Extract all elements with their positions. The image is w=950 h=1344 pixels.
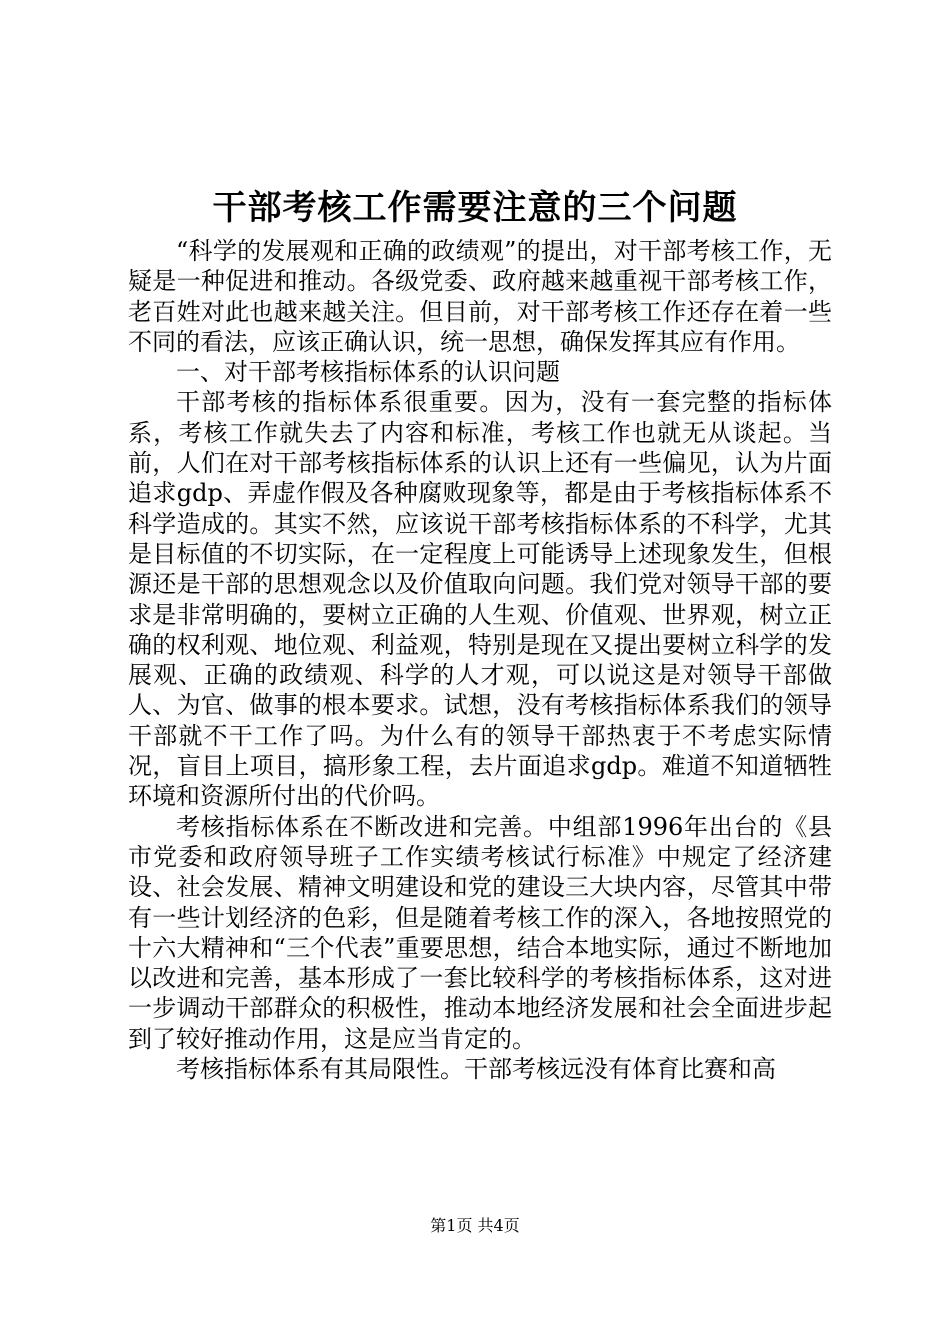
document-title: 干部考核工作需要注意的三个问题	[212, 188, 738, 228]
document-body	[128, 236, 832, 1084]
page-footer: 第1页 共4页	[430, 1216, 520, 1235]
paragraph-intro: “科学的发展观和正确的政绩观”的提出，对干部考核工作，无疑是一种促进和推动。各级党委、政府越来越重视干部考核工作，老百姓对此也越来越关注。但目前，对干部考核工作还存在着一些不同的看法，应该正确认识，统一思想，确保发挥其应有作用。	[128, 237, 832, 356]
paragraph-indicator-importance: 干部考核的指标体系很重要。因为，没有一套完整的指标体系，考核工作就失去了内容和标准，考核工作也就无从谈起。当前，人们在对干部考核指标体系的认识上还有一些偏见，认为片面追求gdp、弄虚作假及各种腐败现象等，都是由于考核指标体系不科学造成的。其实不然，应该说干部考核指标体系的不科学，尤其是目标值的不切实际，在一定程度上可能诱导上述现象发生，但根源还是干部的思想观念以及价值取向问题。我们党对领导干部的要求是非常明确的，要树立正确的人生观、价值观、世界观，树立正确的权利观、地位观、利益观，特别是现在又提出要树立科学的发展观、正确的政绩观、科学的人才观，可以说这是对领导干部做人、为官、做事的根本要求。试想，没有考核指标体系我们的领导干部就不干工作了吗。为什么有的领导干部热衷于不考虑实际情况，盲目上项目，搞形象工程，去片面追求gdp。难道不知道牺牲环境和资源所付出的代价吗。	[128, 388, 832, 811]
section-heading-1: 一、对干部考核指标体系的认识问题	[176, 358, 560, 387]
paragraph-indicator-improvement: 考核指标体系在不断改进和完善。中组部1996年出台的《县市党委和政府领导班子工作实绩考核试行标准》中规定了经济建设、社会发展、精神文明建设和党的建设三大块内容，尽管其中带有一些计划经济的色彩，但是随着考核工作的深入，各地按照党的十六大精神和“三个代表”重要思想，结合本地实际，通过不断地加以改进和完善，基本形成了一套比较科学的考核指标体系，这对进一步调动干部群众的积极性，推动本地经济发展和社会全面进步起到了较好推动作用，这是应当肯定的。	[128, 812, 832, 1053]
paragraph-indicator-limitation: 考核指标体系有其局限性。干部考核远没有体育比赛和高	[176, 1055, 776, 1084]
